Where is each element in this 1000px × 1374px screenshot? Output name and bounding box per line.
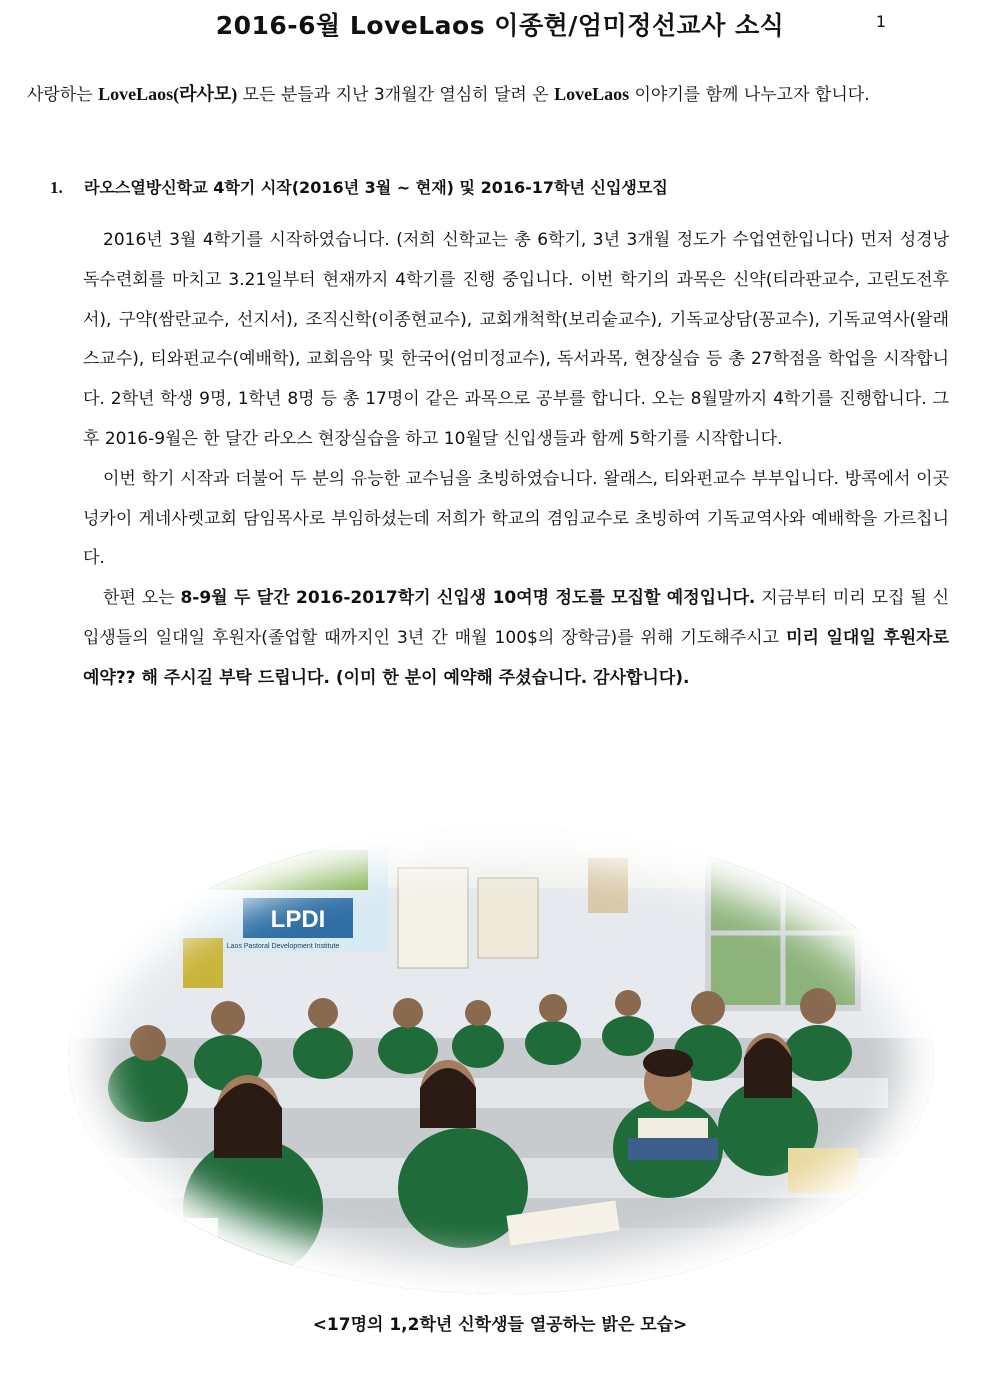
- body-paragraph-2: 이번 학기 시작과 더불어 두 분의 유능한 교수님을 초빙하였습니다. 왈래스, 티와펀교수 부부입니다. 방콕에서 이곳 넝카이 게네사렛교회 담임목사로 부임하셨는데 저희가 학교의 겸임교수로 초빙하여 기독교역사와 예배학을 가르칩니다.: [83, 468, 949, 569]
- intro-text-2: 모든 분들과 지난 3개월간 열심히 달려 온: [237, 85, 555, 105]
- classroom-photo-illustration: [68, 828, 934, 1294]
- intro-bold-2: LoveLaos: [554, 84, 630, 104]
- intro-text-1: 사랑하는: [27, 85, 99, 105]
- section-body: [83, 221, 949, 699]
- banner-subtext: Laos Pastoral Development Institute: [226, 943, 340, 950]
- document-title: 2016-6월 LoveLaos 이종현/엄미정선교사 소식: [215, 11, 785, 40]
- banner-lpdi-text: LPDI: [270, 906, 326, 933]
- intro-text-3: 이야기를 함께 나누고자 합니다.: [629, 85, 870, 105]
- para3-bold-d: 미리 일대일 후원자로 예약?? 해 주시길 부탁 드립니다. (이미 한 분이 예약해 주셨습니다. 감사합니다).: [83, 627, 949, 688]
- para3-text-c: 지금부터 미리 모집 될 신입생들의 일대일 후원자(졸업할 때까지인 3년 간 매월 100$의 장학금)를 위해 기도해주시고: [83, 588, 949, 648]
- body-paragraph-1: 2016년 3월 4학기를 시작하였습니다. (저희 신학교는 총 6학기, 3년 3개월 정도가 수업연한입니다) 먼저 성경낭독수련회를 마치고 3.21일부터 현재까지 4학기를 진행 중입니다. 이번 학기의 과목은 신약(티라판교수, 고린도전후서), 구약(쌈란교수, 선지서), 조직신학(이종현교수), 교회개척학(보리숱교수), 기독교상담(꽁교수), 기독교역사(왈래스교수), 티와펀교수(예배학), 교회음악 및 한국어(엄미정교수), 독서과목, 현장실습 등 총 27학점을 학업을 시작합니다. 2학년 학생 9명, 1학년 8명 등 총 17명이 같은 과목으로 공부를 합니다. 오는 8월말까지 4학기를 진행합니다. 그 후 2016-9월은 한 달간 라오스 현장실습을 하고 10월달 신입생들과 함께 5학기를 시작합니다.: [83, 230, 949, 449]
- para3-bold-b: 8-9월 두 달간 2016-2017학기 신입생 10여명 정도를 모집할 예정입니다.: [180, 588, 756, 609]
- para3-text-a: 한편 오는: [103, 588, 181, 609]
- section-heading: [50, 175, 668, 198]
- intro-paragraph: [27, 78, 957, 111]
- section-number: 1.: [50, 178, 63, 197]
- photo-caption: <17명의 1,2학년 신학생들 열공하는 밝은 모습>: [312, 1315, 688, 1335]
- section-heading-text: 라오스열방신학교 4학기 시작(2016년 3월 ~ 현재) 및 2016-17학년 신입생모집: [84, 178, 668, 197]
- page-number: 1: [875, 12, 886, 31]
- title-row: [0, 0, 1000, 50]
- classroom-photo: [68, 828, 934, 1294]
- intro-bold-1: LoveLaos(라사모): [98, 84, 238, 104]
- body-paragraph-3: [83, 579, 949, 698]
